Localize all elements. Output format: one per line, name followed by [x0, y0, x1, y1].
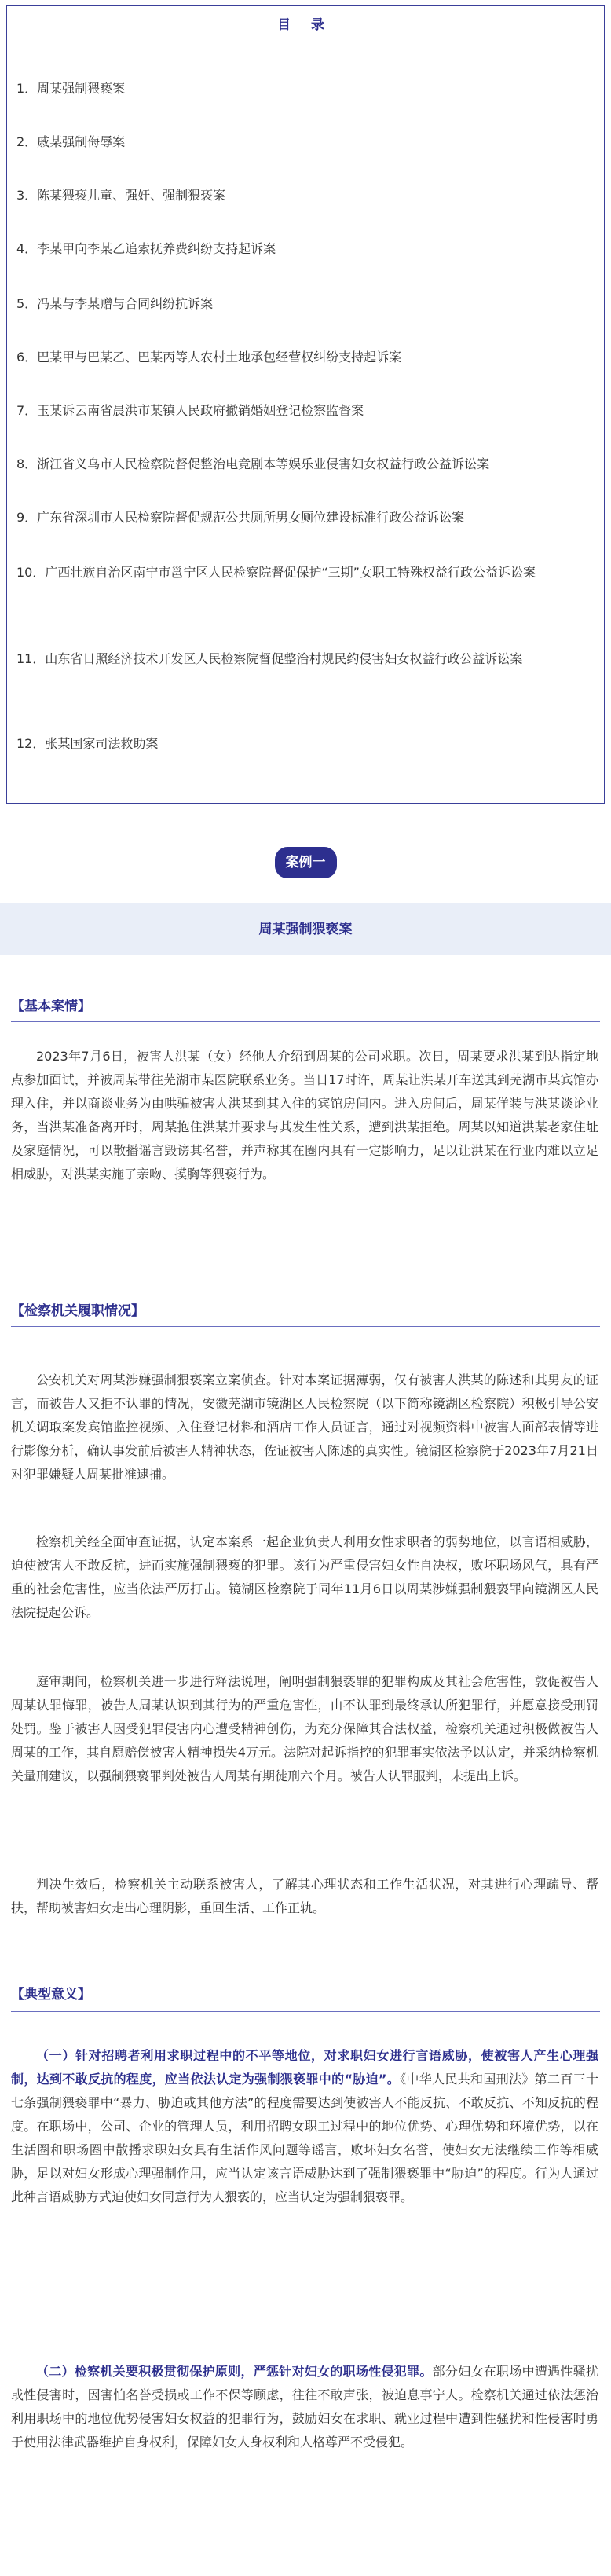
significance-paragraph-1	[11, 2044, 598, 2209]
basic-facts-heading: 【基本案情】	[11, 999, 91, 1014]
significance-heading: 【典型意义】	[11, 1987, 91, 2003]
duty-divider	[11, 1326, 600, 1327]
toc-title: 目 录	[277, 17, 332, 33]
toc-item-3[interactable]: 3．陈某猥亵儿童、强奸、强制猥亵案	[16, 188, 226, 203]
toc-item-6[interactable]: 6．巴某甲与巴某乙、巴某丙等人农村土地承包经营权纠纷支持起诉案	[16, 350, 402, 365]
table-of-contents	[6, 5, 605, 804]
duty-paragraph-4: 判决生效后，检察机关主动联系被害人，了解其心理状态和工作生活状况，对其进行心理疏导、帮扶，帮助被害妇女走出心理阴影，重回生活、工作正轨。	[11, 1877, 598, 1915]
toc-item-12[interactable]: 12．张某国家司法救助案	[16, 736, 159, 751]
toc-item-8[interactable]: 8．浙江省义乌市人民检察院督促整治电竞剧本等娱乐业侵害妇女权益行政公益诉讼案	[16, 456, 490, 471]
toc-item-2[interactable]: 2．戚某强制侮辱案	[16, 134, 126, 149]
toc-item-7[interactable]: 7．玉某诉云南省晨洪市某镇人民政府撤销婚姻登记检察监督案	[16, 403, 364, 418]
basic-facts-paragraph: 2023年7月6日，被害人洪某（女）经他人介绍到周某的公司求职。次日，周某要求洪某到达指定地点参加面试，并被周某带往芜湖市某医院联系业务。当日17时许，周某让洪某开车送其到芜湖市某宾馆办理入住，并以商谈业务为由哄骗被害人洪某到其入住的宾馆房间内。进入房间后，周某佯装与洪某谈论业务，当洪某准备离开时，周某抱住洪某并要求与其发生性关系，遭到洪某拒绝。周某以知道洪某老家住址及家庭情况，可以散播谣言毁谤其名誉，并声称其在圈内具有一定影响力，足以让洪某在行业内难以立足相威胁，对洪某实施了亲吻、摸胸等猥亵行为。	[11, 1049, 598, 1182]
duty-paragraph-3: 庭审期间，检察机关进一步进行释法说理，阐明强制猥亵罪的犯罪构成及其社会危害性，敦促被告人周某认罪悔罪，被告人周某认识到其行为的严重危害性，由不认罪到最终承认所犯罪行，并愿意接受刑罚处罚。鉴于被害人因受犯罪侵害内心遭受精神创伤，为充分保障其合法权益，检察机关通过积极做被告人周某的工作，其自愿赔偿被害人精神损失4万元。法院对起诉指控的犯罪事实依法予以认定，并采纳检察机关量刑建议，以强制猥亵罪判处被告人周某有期徒刑六个月。被告人认罪服判，未提出上诉。	[11, 1674, 598, 1783]
toc-item-11[interactable]: 11．山东省日照经济技术开发区人民检察院督促整治村规民约侵害妇女权益行政公益诉讼案	[16, 651, 523, 666]
toc-item-1[interactable]: 1．周某强制猥亵案	[16, 81, 126, 96]
toc-item-9[interactable]: 9．广东省深圳市人民检察院督促规范公共厕所男女厕位建设标准行政公益诉讼案	[16, 510, 465, 525]
case-badge: 案例一	[275, 847, 337, 878]
duty-heading: 【检察机关履职情况】	[11, 1303, 145, 1319]
toc-item-10[interactable]: 10．广西壮族自治区南宁市邕宁区人民检察院督促保护“三期”女职工特殊权益行政公益诉讼案	[16, 565, 536, 580]
significance-paragraph-2	[11, 2360, 598, 2454]
toc-item-5[interactable]: 5．冯某与李某赠与合同纠纷抗诉案	[16, 296, 214, 311]
case-title: 周某强制猥亵案	[0, 903, 611, 955]
significance-text-2: 部分妇女在职场中遭遇性骚扰或性侵害时，因害怕名誉受损或工作不保等顾虑，往往不敢声张，被迫息事宁人。检察机关通过依法惩治利用职场中的地位优势侵害妇女权益的犯罪行为，鼓励妇女在求职、就业过程中遭到性骚扰和性侵害时勇于使用法律武器维护自身权利，保障妇女人身权利和人格尊严不受侵犯。	[11, 2364, 598, 2450]
significance-text-1: 《中华人民共和国刑法》第二百三十七条强制猥亵罪中“暴力、胁迫或其他方法”的程度需要达到使被害人不能反抗、不敢反抗、不知反抗的程度。在职场中，公司、企业的管理人员，利用招聘女职工过程中的地位优势、心理优势和环境优势，以在生活圈和职场圈中散播求职妇女具有生活作风问题等谣言，败坏妇女名誉，使妇女无法继续工作等相威胁，足以对妇女形成心理强制作用，应当认定该言语威胁达到了强制猥亵罪中“胁迫”的程度。行为人通过此种言语威胁方式迫使妇女同意行为人猥亵的，应当认定为强制猥亵罪。	[11, 2072, 598, 2204]
toc-item-4[interactable]: 4．李某甲向李某乙追索抚养费纠纷支持起诉案	[16, 241, 276, 256]
significance-point-2: （二）检察机关要积极贯彻保护原则，严惩针对妇女的职场性侵犯罪。	[36, 2364, 433, 2379]
case-badge-wrap	[0, 847, 611, 878]
significance-point-1: （一）针对招聘者利用求职过程中的不平等地位，对求职妇女进行言语威胁，使被害人产生心理强制，达到不敢反抗的程度，应当依法认定为强制猥亵罪中的“胁迫”。	[11, 2048, 598, 2087]
duty-paragraph-2: 检察机关经全面审查证据，认定本案系一起企业负责人利用女性求职者的弱势地位，以言语相威胁，迫使被害人不敢反抗，进而实施强制猥亵的犯罪。该行为严重侵害妇女性自决权，败坏职场风气，具有严重的社会危害性，应当依法严厉打击。镜湖区检察院于同年11月6日以周某涉嫌强制猥亵罪向镜湖区人民法院提起公诉。	[11, 1534, 598, 1620]
significance-divider	[11, 2011, 600, 2012]
basic-facts-divider	[11, 1021, 600, 1022]
duty-paragraph-1: 公安机关对周某涉嫌强制猥亵案立案侦查。针对本案证据薄弱，仅有被害人洪某的陈述和其男友的证言，而被告人又拒不认罪的情况，安徽芜湖市镜湖区人民检察院（以下简称镜湖区检察院）积极引导公安机关调取案发宾馆监控视频、入住登记材料和酒店工作人员证言，通过对视频资料中被害人面部表情等进行影像分析，确认事发前后被害人精神状态，佐证被害人陈述的真实性。镜湖区检察院于2023年7月21日对犯罪嫌疑人周某批准逮捕。	[11, 1372, 598, 1482]
